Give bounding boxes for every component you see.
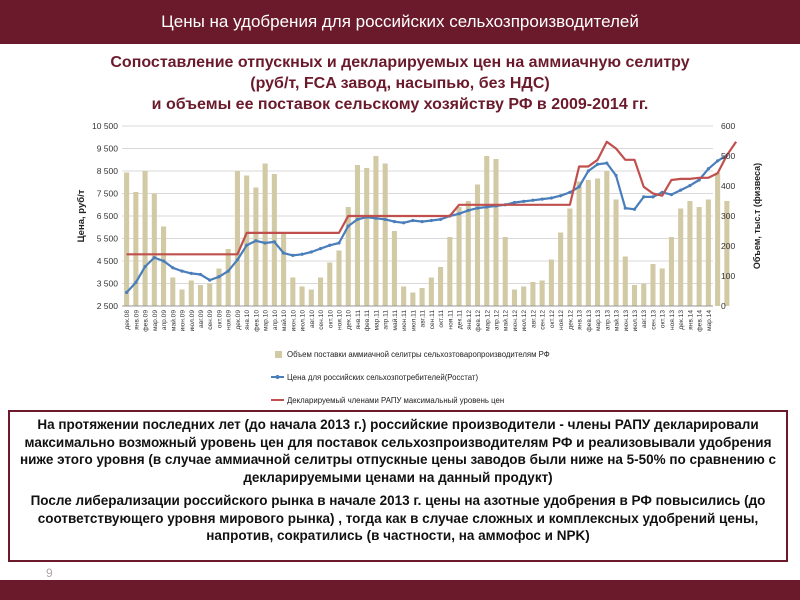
x-tick-label: апр.12	[493, 310, 501, 331]
volume-bar	[632, 285, 637, 306]
x-tick-label: авг.10	[308, 310, 316, 328]
x-tick-label: июл.12	[521, 310, 529, 332]
price-point	[430, 219, 433, 222]
volume-bar	[170, 278, 175, 307]
price-point	[614, 174, 617, 177]
y-right-tick-label: 200	[721, 241, 736, 251]
legend-label-volume: Объем поставки аммиачной селитры сельхозтоваропроизводителям РФ	[287, 350, 550, 359]
price-point	[559, 194, 562, 197]
y-left-tick-label: 3 500	[96, 278, 118, 289]
x-tick-label: ноя.13	[668, 310, 676, 331]
x-tick-label: окт.09	[216, 310, 224, 329]
volume-bar	[595, 179, 600, 307]
chart-title-line2: (руб/т, FCA завод, насыпью, без НДС)	[250, 75, 550, 92]
x-tick-label: ноя.10	[336, 310, 344, 331]
volume-bar	[392, 231, 397, 306]
x-tick-label: май.12	[502, 310, 510, 332]
x-tick-label: июн.12	[512, 310, 519, 332]
x-tick-label: сен.10	[318, 310, 325, 330]
y-right-tick-label: 600	[721, 121, 736, 131]
volume-bar	[133, 192, 138, 306]
price-point	[347, 225, 350, 228]
x-tick-label: дек.12	[567, 310, 575, 330]
price-point	[171, 266, 174, 269]
x-tick-label: авг.11	[419, 310, 427, 328]
x-tick-label: мар.14	[705, 310, 713, 332]
x-tick-label: мар.11	[373, 310, 381, 331]
volume-bar	[521, 287, 526, 307]
volume-bar	[207, 284, 212, 307]
x-tick-label: сен.09	[207, 310, 215, 330]
x-tick-label: май.10	[281, 310, 289, 332]
volume-bar	[650, 264, 655, 306]
price-point	[291, 254, 294, 257]
price-point	[513, 201, 516, 204]
volume-bar	[715, 173, 720, 307]
volume-bar	[179, 290, 184, 307]
note-box	[8, 410, 788, 562]
volume-bar	[364, 168, 369, 306]
price-point	[384, 218, 387, 221]
volume-bar	[530, 282, 535, 306]
x-tick-label: июл.09	[188, 310, 196, 332]
price-point	[716, 159, 719, 162]
x-tick-label: дек.11	[456, 310, 464, 330]
volume-bar	[216, 269, 221, 307]
price-point	[568, 191, 571, 194]
x-tick-label: апр.10	[271, 310, 279, 331]
price-point	[125, 291, 128, 294]
x-tick-label: янв.14	[687, 310, 695, 330]
price-point	[337, 241, 340, 244]
x-tick-label: фев.12	[475, 310, 482, 332]
x-tick-label: фев.13	[585, 310, 593, 332]
x-tick-label: сен.11	[428, 310, 436, 330]
price-point	[153, 256, 156, 259]
price-point	[143, 265, 146, 268]
x-tick-label: ноя.12	[558, 310, 566, 331]
price-point	[199, 273, 202, 276]
volume-bar	[244, 176, 249, 307]
x-tick-label: фев.10	[253, 310, 261, 332]
x-tick-label: янв.12	[465, 310, 473, 330]
price-point	[300, 253, 303, 256]
volume-bar	[503, 237, 508, 306]
x-tick-label: апр.09	[161, 310, 169, 331]
price-point	[707, 167, 710, 170]
volume-bar	[383, 164, 388, 307]
y-right-tick-label: 400	[721, 181, 736, 191]
x-tick-label: июл.10	[299, 310, 307, 332]
price-point	[190, 272, 193, 275]
x-tick-label: мар.12	[484, 310, 492, 332]
x-tick-label: янв.13	[576, 310, 584, 330]
x-tick-label: апр.11	[382, 310, 390, 330]
price-point	[208, 279, 211, 282]
chart-title-line3: и объемы ее поставок сельскому хозяйству РФ в 2009-2014 гг.	[151, 96, 649, 113]
chart-title	[10, 52, 790, 115]
price-point	[310, 250, 313, 253]
price-point	[374, 217, 377, 220]
legend-marker-price	[276, 375, 280, 379]
legend-label-price: Цена для российских сельхозпотребителей(Росстат)	[287, 373, 479, 382]
x-tick-label: дек.08	[124, 310, 132, 330]
volume-bar	[475, 185, 480, 307]
volume-bar	[300, 287, 305, 307]
volume-bar	[604, 171, 609, 306]
x-tick-label: авг.13	[641, 310, 649, 328]
x-tick-label: авг.09	[198, 310, 205, 328]
volume-bar	[466, 201, 471, 306]
volume-bar	[438, 267, 443, 306]
volume-bar	[706, 200, 711, 307]
price-point	[264, 241, 267, 244]
y-left-tick-label: 8 500	[96, 166, 118, 176]
price-point	[679, 189, 682, 192]
price-point	[180, 270, 183, 273]
volume-bar	[226, 249, 231, 306]
price-point	[670, 193, 673, 196]
volume-bar	[577, 182, 582, 307]
volume-bar	[373, 156, 378, 306]
x-tick-label: сен.12	[539, 310, 547, 330]
price-point	[162, 259, 165, 262]
price-point	[236, 258, 239, 261]
y-left-tick-label: 5 500	[96, 233, 118, 244]
note-paragraph-1: На протяжении последних лет (до начала 2013 г.) российские производители - члены РАПУ декларировали максимально возможный уровень цен для поставок сельхозпроизводителям РФ и реализовывали удобрения ниже этого уровня (в случае аммиачной селитры отпускные цены заводов были ниже на 5-50% по сравнению с декларируемыми ценами на данный продукт)	[19, 417, 777, 485]
volume-bar	[189, 281, 194, 307]
x-tick-label: янв.09	[133, 310, 141, 330]
volume-bar	[355, 165, 360, 306]
y-right-tick-label: 100	[721, 271, 736, 281]
y-left-tick-label: 7 500	[96, 188, 118, 199]
price-point	[476, 207, 479, 210]
x-tick-label: июл.13	[632, 310, 639, 332]
note-paragraph-2: После либерализации российского рынка в начале 2013 г. цены на азотные удобрения в РФ повысились (до соответствующего уровня мирового рынка) , тогда как в случае сложных и комплексных удобрений цены, напротив, сократились (в частности, на аммофос и NPK)	[30, 493, 766, 543]
volume-bar	[457, 207, 462, 306]
volume-bar	[161, 227, 166, 307]
price-point	[541, 198, 544, 201]
price-point	[356, 218, 359, 221]
price-point	[642, 195, 645, 198]
x-tick-label: окт.13	[659, 310, 667, 329]
volume-bar	[697, 207, 702, 306]
price-point	[624, 207, 627, 210]
volume-bar	[678, 209, 683, 307]
y-right-axis-title: Объем, тыс.т (физвеса)	[752, 162, 762, 270]
volume-bar	[410, 293, 415, 307]
volume-bar	[198, 285, 203, 306]
volume-bar	[586, 180, 591, 306]
volume-bar	[613, 200, 618, 307]
volume-bar	[641, 284, 646, 307]
volume-bar	[263, 164, 268, 307]
volume-bar	[669, 237, 674, 306]
page-number: 9	[46, 566, 53, 580]
header-title: Цены на удобрения для российских сельхозпроизводителей	[161, 12, 639, 31]
volume-bar	[660, 269, 665, 307]
x-tick-label: июн.10	[290, 310, 298, 332]
x-tick-label: фев.09	[142, 310, 150, 332]
volume-bar	[309, 290, 314, 307]
x-tick-label: фев.14	[696, 310, 704, 332]
y-left-tick-label: 9 500	[96, 143, 118, 154]
volume-bar	[346, 207, 351, 306]
x-tick-label: авг.12	[530, 310, 538, 328]
volume-bar	[281, 234, 286, 306]
x-tick-label: май.13	[613, 310, 621, 332]
x-tick-label: ноя.11	[447, 310, 455, 330]
x-tick-label: июн.09	[179, 310, 187, 332]
volume-bar	[253, 188, 258, 307]
y-left-tick-label: 10 500	[92, 121, 118, 131]
price-point	[421, 220, 424, 223]
legend-swatch-volume	[275, 351, 282, 358]
x-tick-label: дек.13	[678, 310, 686, 330]
price-point	[411, 219, 414, 222]
chart-title-line1: Сопоставление отпускных и декларируемых цен на аммиачную селитру	[110, 54, 690, 71]
volume-bar	[567, 209, 572, 307]
y-right-tick-label: 0	[721, 301, 726, 311]
y-right-tick-label: 500	[721, 151, 736, 161]
x-tick-label: дек.10	[345, 310, 353, 330]
x-tick-label: окт.11	[438, 310, 446, 328]
price-point	[134, 281, 137, 284]
price-point	[245, 244, 248, 247]
volume-bar	[429, 278, 434, 307]
x-tick-label: янв.11	[355, 310, 362, 330]
x-tick-label: июн.13	[622, 310, 630, 332]
volume-bar	[558, 233, 563, 307]
price-point	[227, 270, 230, 273]
footer-bar	[0, 580, 800, 600]
y-left-tick-label: 2 500	[96, 301, 118, 311]
y-left-tick-label: 6 500	[96, 211, 118, 221]
x-tick-label: янв.10	[244, 310, 252, 330]
volume-bar	[687, 201, 692, 306]
price-point	[578, 185, 581, 188]
price-point	[457, 212, 460, 215]
volume-bar	[327, 263, 332, 307]
price-point	[605, 162, 608, 165]
legend-label-declared: Декларируемый членами РАПУ максимальный уровень цен	[287, 396, 505, 405]
combo-chart	[0, 115, 800, 410]
volume-bar	[549, 260, 554, 307]
x-tick-label: май.09	[170, 310, 178, 332]
x-tick-label: сен.13	[650, 310, 658, 330]
price-point	[522, 200, 525, 203]
volume-bar	[493, 159, 498, 306]
volume-bar	[540, 281, 545, 307]
legend	[271, 350, 550, 405]
volume-bar	[290, 278, 295, 307]
volume-bar	[623, 257, 628, 307]
volume-bar	[235, 171, 240, 306]
price-point	[328, 244, 331, 247]
x-tick-label: ноя.09	[225, 310, 233, 331]
y-left-tick-label: 4 500	[96, 256, 118, 266]
x-tick-label: мар.10	[262, 310, 270, 332]
volume-bar	[401, 287, 406, 307]
y-right-tick-label: 300	[721, 211, 736, 221]
volume-bar	[318, 278, 323, 307]
volume-bar	[152, 194, 157, 307]
x-tick-label: май.11	[391, 310, 399, 331]
price-point	[633, 208, 636, 211]
price-point	[393, 220, 396, 223]
volume-bar	[447, 237, 452, 306]
volume-bar	[512, 290, 517, 307]
volume-bar	[484, 156, 489, 306]
volume-bar	[143, 171, 148, 306]
x-tick-label: мар.09	[151, 310, 159, 332]
volume-bar	[272, 174, 277, 306]
price-point	[282, 252, 285, 255]
price-point	[319, 247, 322, 250]
price-point	[587, 169, 590, 172]
price-point	[531, 199, 534, 202]
price-point	[651, 195, 654, 198]
x-tick-label: апр.13	[604, 310, 612, 331]
x-tick-label: дек.09	[234, 310, 242, 330]
price-point	[467, 209, 470, 212]
x-tick-label: окт.12	[548, 310, 556, 329]
price-point	[273, 240, 276, 243]
y-left-axis-title: Цена, руб/т	[76, 189, 87, 243]
x-tick-label: окт.10	[327, 310, 335, 329]
price-point	[550, 196, 553, 199]
x-tick-label: мар.13	[595, 310, 603, 332]
price-point	[217, 275, 220, 278]
x-tick-label: фев.11	[364, 310, 372, 332]
volume-bar	[124, 173, 129, 307]
price-point	[402, 221, 405, 224]
header-bar	[0, 0, 800, 44]
volume-bar	[336, 251, 341, 307]
x-tick-label: июн.11	[401, 310, 409, 331]
price-point	[688, 184, 691, 187]
price-point	[254, 239, 257, 242]
x-tick-label: июл.11	[410, 310, 418, 332]
volume-bar	[420, 288, 425, 306]
price-point	[596, 163, 599, 166]
axes	[76, 121, 762, 332]
price-point	[439, 218, 442, 221]
